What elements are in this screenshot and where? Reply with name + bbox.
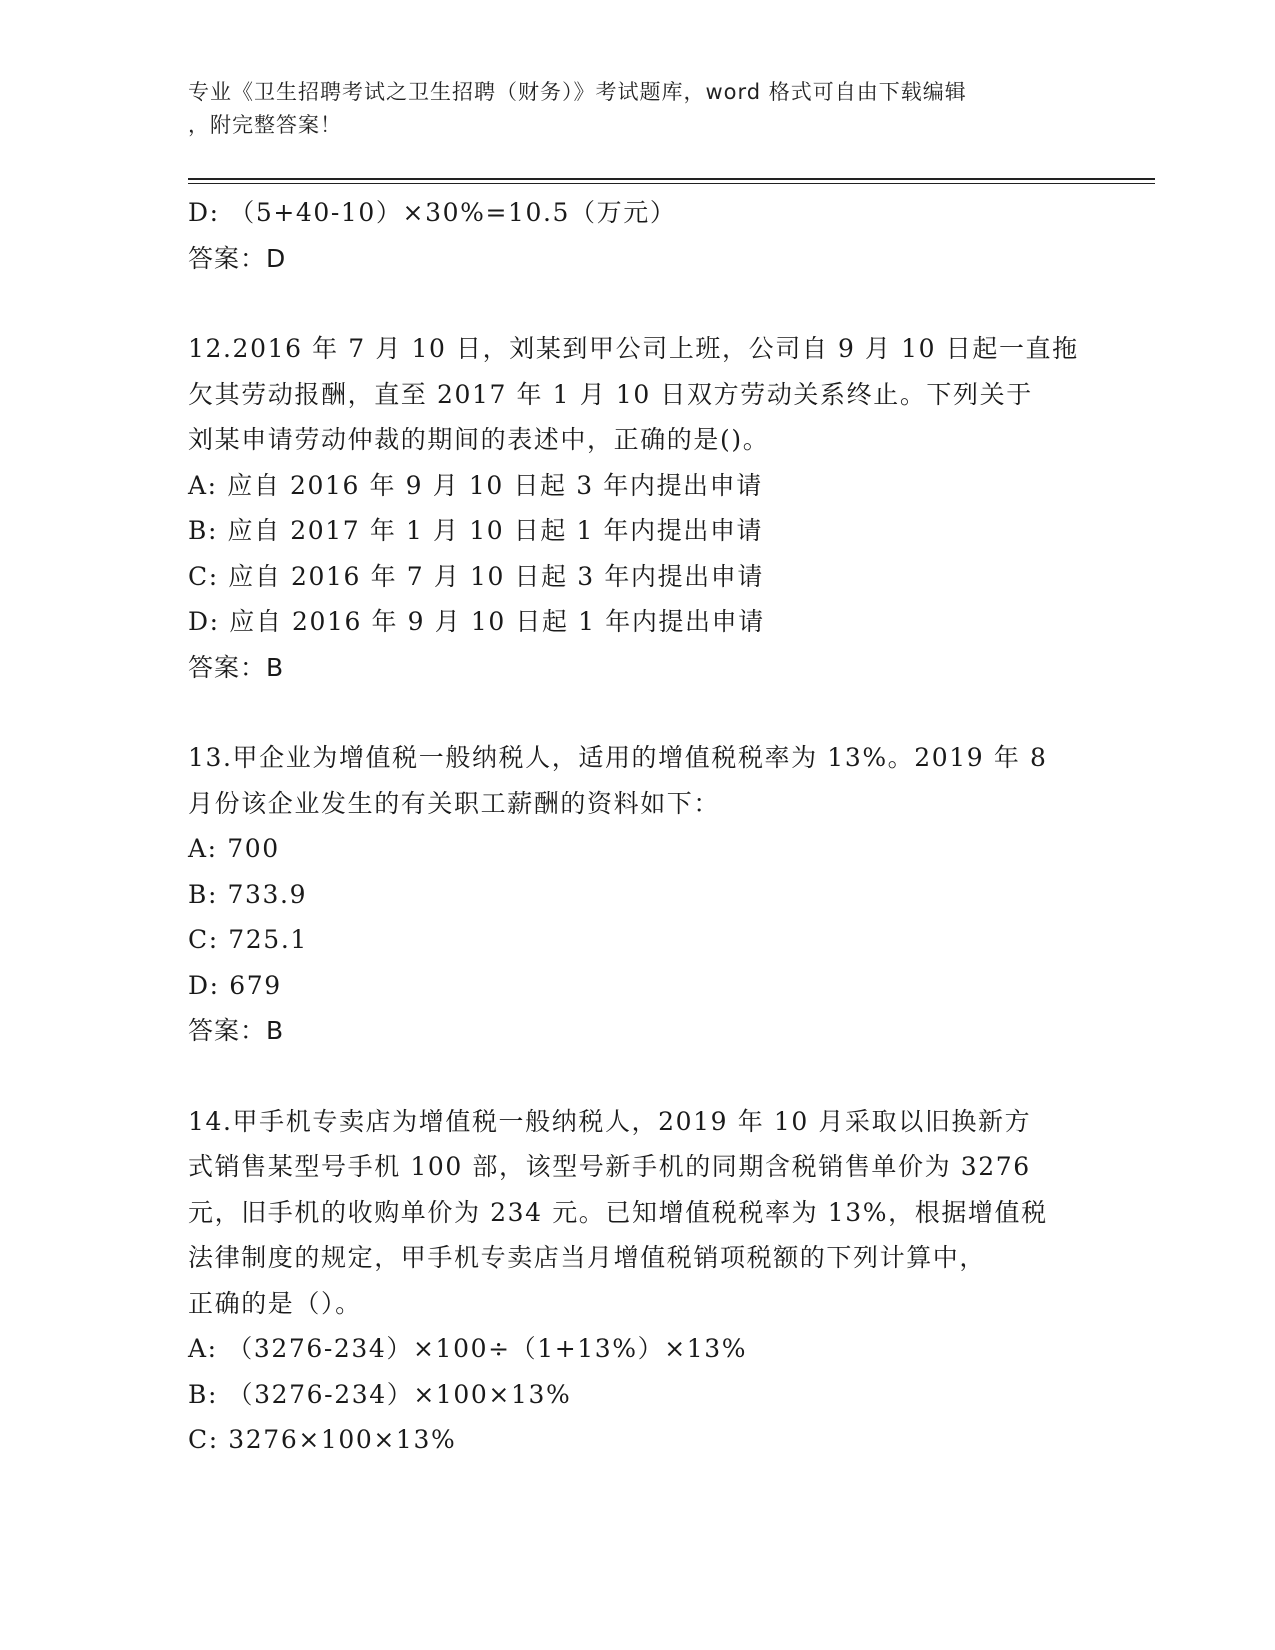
option-c: C: 725.1 bbox=[188, 925, 308, 954]
question-stem-line: 13.甲企业为增值税一般纳税人，适用的增值税税率为 13%。2019 年 8 bbox=[188, 743, 1048, 772]
option-b: B: 应自 2017 年 1 月 10 日起 1 年内提出申请 bbox=[188, 516, 764, 545]
option-c: C: 3276×100×13% bbox=[188, 1425, 457, 1454]
question-stem-line: 正确的是（）。 bbox=[188, 1288, 362, 1318]
question-stem-line: 月份该企业发生的有关职工薪酬的资料如下： bbox=[188, 788, 721, 818]
question-block-14 bbox=[188, 1099, 1088, 1463]
question-stem-line: 欠其劳动报酬，直至 2017 年 1 月 10 日双方劳动关系终止。下列关于 bbox=[188, 379, 1033, 409]
question-stem-line: 法律制度的规定，甲手机专卖店当月增值税销项税额的下列计算中， bbox=[188, 1243, 987, 1272]
answer-line: 答案：D bbox=[188, 243, 287, 273]
header-line-2: ，附完整答案！ bbox=[188, 113, 342, 137]
question-stem-line: 元，旧手机的收购单价为 234 元。已知增值税税率为 13%，根据增值税 bbox=[188, 1197, 1048, 1227]
spacer bbox=[188, 1054, 1088, 1099]
option-d: D: （5+40-10）×30%=10.5（万元） bbox=[188, 198, 677, 227]
question-stem-line: 14.甲手机专卖店为增值税一般纳税人，2019 年 10 月采取以旧换新方 bbox=[188, 1106, 1032, 1136]
spacer bbox=[188, 690, 1088, 735]
option-c: C: 应自 2016 年 7 月 10 日起 3 年内提出申请 bbox=[188, 561, 764, 591]
page-header bbox=[188, 76, 1068, 142]
answer-line: 答案：B bbox=[188, 652, 285, 682]
question-stem-line: 式销售某型号手机 100 部，该型号新手机的同期含税销售单价为 3276 bbox=[188, 1152, 1031, 1181]
question-block-13 bbox=[188, 735, 1088, 1054]
spacer bbox=[188, 281, 1088, 326]
header-divider-thick bbox=[188, 178, 1155, 180]
option-d: D: 679 bbox=[188, 970, 282, 1000]
answer-line: 答案：B bbox=[188, 1016, 285, 1045]
question-block-11-tail bbox=[188, 190, 1088, 281]
option-a: A: （3276-234）×100÷（1+13%）×13% bbox=[188, 1334, 748, 1363]
option-b: B: （3276-234）×100×13% bbox=[188, 1379, 572, 1409]
header-divider-thin bbox=[188, 183, 1155, 184]
option-a: A: 700 bbox=[188, 834, 280, 863]
question-content bbox=[188, 190, 1088, 1463]
header-line-1: 专业《卫生招聘考试之卫生招聘（财务）》考试题库，word 格式可自由下载编辑 bbox=[188, 80, 967, 104]
question-block-12 bbox=[188, 326, 1088, 690]
question-stem-line: 12.2016 年 7 月 10 日，刘某到甲公司上班，公司自 9 月 10 日起一直拖 bbox=[188, 334, 1079, 363]
option-d: D: 应自 2016 年 9 月 10 日起 1 年内提出申请 bbox=[188, 607, 765, 636]
option-a: A: 应自 2016 年 9 月 10 日起 3 年内提出申请 bbox=[188, 470, 763, 500]
question-stem-line: 刘某申请劳动仲裁的期间的表述中，正确的是()。 bbox=[188, 425, 770, 454]
option-b: B: 733.9 bbox=[188, 879, 308, 909]
